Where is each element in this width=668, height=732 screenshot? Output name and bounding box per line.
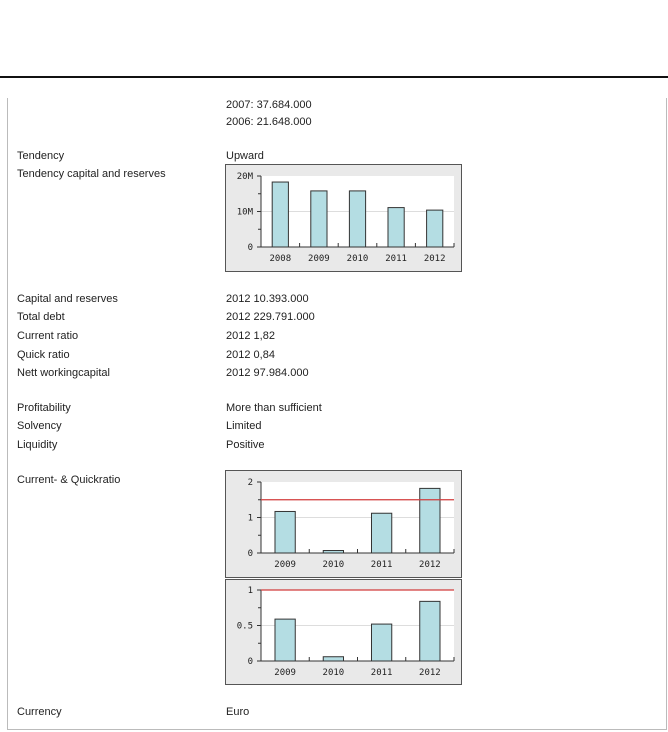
solvency-value: Limited <box>226 420 262 432</box>
x-tick-label: 2012 <box>419 668 441 678</box>
quick-ratio-chart <box>225 579 462 685</box>
x-tick-label: 2009 <box>274 668 296 678</box>
ratio-charts-label: Current- & Quickratio <box>17 474 121 486</box>
bar-2008 <box>272 182 288 247</box>
current-ratio-label: Current ratio <box>17 330 79 342</box>
x-tick-label: 2009 <box>308 254 330 264</box>
capital-reserves-value: 2012 10.393.000 <box>226 293 309 305</box>
working-capital-label: Nett workingcapital <box>17 367 110 379</box>
profitability-label: Profitability <box>17 402 71 414</box>
x-tick-label: 2010 <box>322 560 345 570</box>
x-tick-label: 2012 <box>419 560 441 570</box>
bar-2009 <box>275 511 295 553</box>
working-capital-value: 2012 97.984.000 <box>226 367 309 379</box>
tendency-capital-label: Tendency capital and reserves <box>17 168 166 180</box>
y-tick-label: 1 <box>247 586 253 596</box>
y-tick-label: 10M <box>236 207 253 218</box>
bar-2009 <box>311 191 327 247</box>
capital-reserves-label: Capital and reserves <box>17 293 118 305</box>
header-rule <box>0 76 668 78</box>
currency-value: Euro <box>226 706 250 718</box>
y-tick-label: 20M <box>236 172 253 182</box>
bar-2010 <box>323 657 343 661</box>
y-tick-label: 0 <box>247 657 253 667</box>
x-tick-label: 2008 <box>269 254 292 264</box>
quick-ratio-label: Quick ratio <box>17 349 70 361</box>
current-ratio-chart <box>225 470 462 578</box>
bar-2010 <box>349 191 365 247</box>
y-tick-label: 1 <box>247 513 253 524</box>
x-tick-label: 2009 <box>274 560 296 570</box>
profitability-value: More than sufficient <box>226 402 322 414</box>
quick-ratio-value: 2012 0,84 <box>226 349 275 361</box>
current-ratio-value: 2012 1,82 <box>226 330 275 342</box>
bar-2011 <box>388 208 404 247</box>
bar-2009 <box>275 619 295 661</box>
currency-label: Currency <box>17 706 62 718</box>
bar-2011 <box>371 513 391 553</box>
y-tick-label: 0.5 <box>236 621 253 632</box>
bar-2012 <box>420 601 440 661</box>
y-tick-label: 2 <box>247 478 253 488</box>
bar-2011 <box>371 624 391 661</box>
y-tick-label: 0 <box>247 243 253 253</box>
x-tick-label: 2012 <box>423 254 446 264</box>
bar-2012 <box>420 488 440 553</box>
history-2007: 2007: 37.684.000 <box>226 99 312 111</box>
tendency-value: Upward <box>226 150 264 162</box>
x-tick-label: 2010 <box>346 254 369 264</box>
liquidity-value: Positive <box>226 439 265 451</box>
x-tick-label: 2011 <box>370 560 393 570</box>
bar-2010 <box>323 551 343 553</box>
total-debt-value: 2012 229.791.000 <box>226 311 315 323</box>
x-tick-label: 2011 <box>385 254 407 264</box>
bar-2012 <box>427 210 443 247</box>
capital-reserves-chart <box>225 164 462 272</box>
liquidity-label: Liquidity <box>17 439 58 451</box>
y-tick-label: 0 <box>247 549 253 559</box>
x-tick-label: 2010 <box>322 668 345 678</box>
tendency-label: Tendency <box>17 150 65 162</box>
x-tick-label: 2011 <box>370 668 393 678</box>
total-debt-label: Total debt <box>17 311 65 323</box>
history-2006: 2006: 21.648.000 <box>226 116 312 128</box>
solvency-label: Solvency <box>17 420 62 432</box>
